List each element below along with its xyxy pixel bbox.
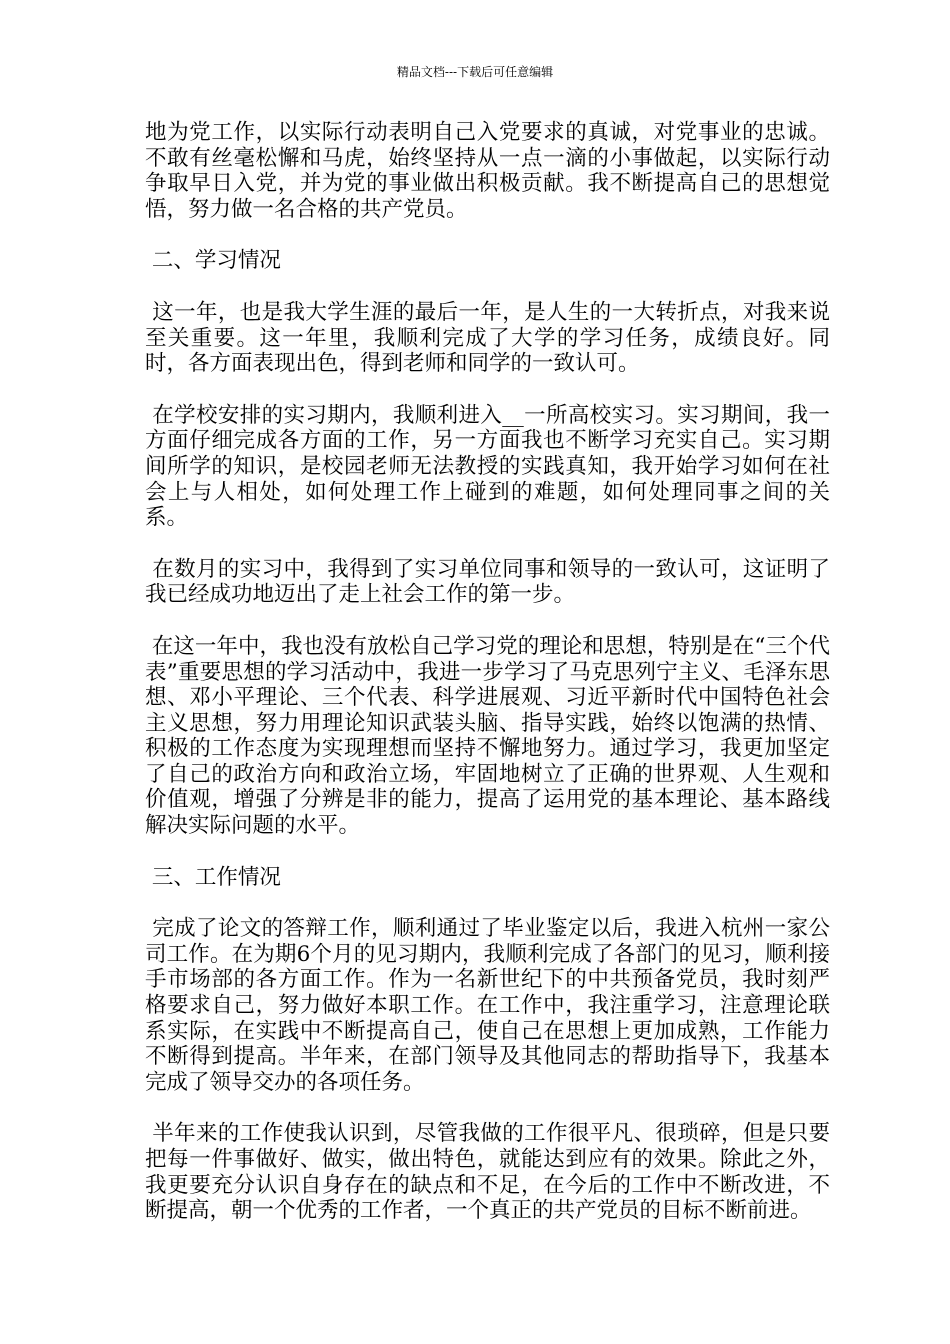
paragraph-theory-study: 在这一年中，我也没有放松自己学习党的理论和思想，特别是在“三个代表”重要思想的学习活动中，我进一步学习了马克思列宁主义、毛泽东思想、邓小平理论、三个代表、科学进展观、习近平新时代中国特色社会主义思想，努力用理论知识武装头脑、指导实践，始终以饱满的热情、积极的工作态度为实现理想而坚持不懈地努力。通过学习，我更加坚定了自己的政治方向和政治立场，牢固地树立了正确的世界观、人生观和价值观，增强了分辨是非的能力，提高了运用党的基本理论、基本路线解决实际问题的水平。 [145, 633, 830, 839]
paragraph-work-reflection: 半年来的工作使我认识到，尽管我做的工作很平凡、很琐碎，但是只要把每一件事做好、做实，做出特色，就能达到应有的效果。除此之外，我更要充分认识自身存在的缺点和不足，在今后的工作中不断改进，不断提高，朝一个优秀的工作者，一个真正的共产党员的目标不断前进。 [145, 1121, 830, 1224]
paragraph-work-start: 完成了论文的答辩工作，顺利通过了毕业鉴定以后，我进入杭州一家公司工作。在为期6个月的见习期内，我顺利完成了各部门的见习，顺利接手市场部的各方面工作。作为一名新世纪下的中共预备党员，我时刻严格要求自己，努力做好本职工作。在工作中，我注重学习，注意理论联系实际，在实践中不断提高自己，使自己在思想上更加成熟，工作能力不断得到提高。半年来，在部门领导及其他同志的帮助指导下，我基本完成了领导交办的各项任务。 [145, 916, 830, 1095]
paragraph-party-work: 地为党工作，以实际行动表明自己入党要求的真诚，对党事业的忠诚。不敢有丝毫松懈和马虎，始终坚持从一点一滴的小事做起，以实际行动争取早日入党，并为党的事业做出积极贡献。我不断提高自己的思想觉悟，努力做一名合格的共产党员。 [145, 120, 830, 222]
paragraph-internship-result: 在数月的实习中，我得到了实习单位同事和领导的一致认可，这证明了我已经成功地迈出了走上社会工作的第一步。 [145, 556, 830, 608]
page-header: 精品文档---下载后可任意编辑 [396, 65, 554, 79]
document-body [145, 120, 830, 1250]
paragraph-study-year: 这一年，也是我大学生涯的最后一年，是人生的一大转折点，对我来说至关重要。这一年里，我顺利完成了大学的学习任务，成绩良好。同时，各方面表现出色，得到老师和同学的一致认可。 [145, 299, 830, 377]
paragraph-internship: 在学校安排的实习期内，我顺利进入__一所高校实习。实习期间，我一方面仔细完成各方面的工作，另一方面我也不断学习充实自己。实习期间所学的知识，是校园老师无法教授的实践真知，我开始学习如何在社会上与人相处，如何处理工作上碰到的难题，如何处理同事之间的关系。 [145, 402, 830, 531]
section-heading-work: 三、工作情况 [145, 864, 281, 890]
section-heading-study: 二、学习情况 [145, 248, 281, 274]
